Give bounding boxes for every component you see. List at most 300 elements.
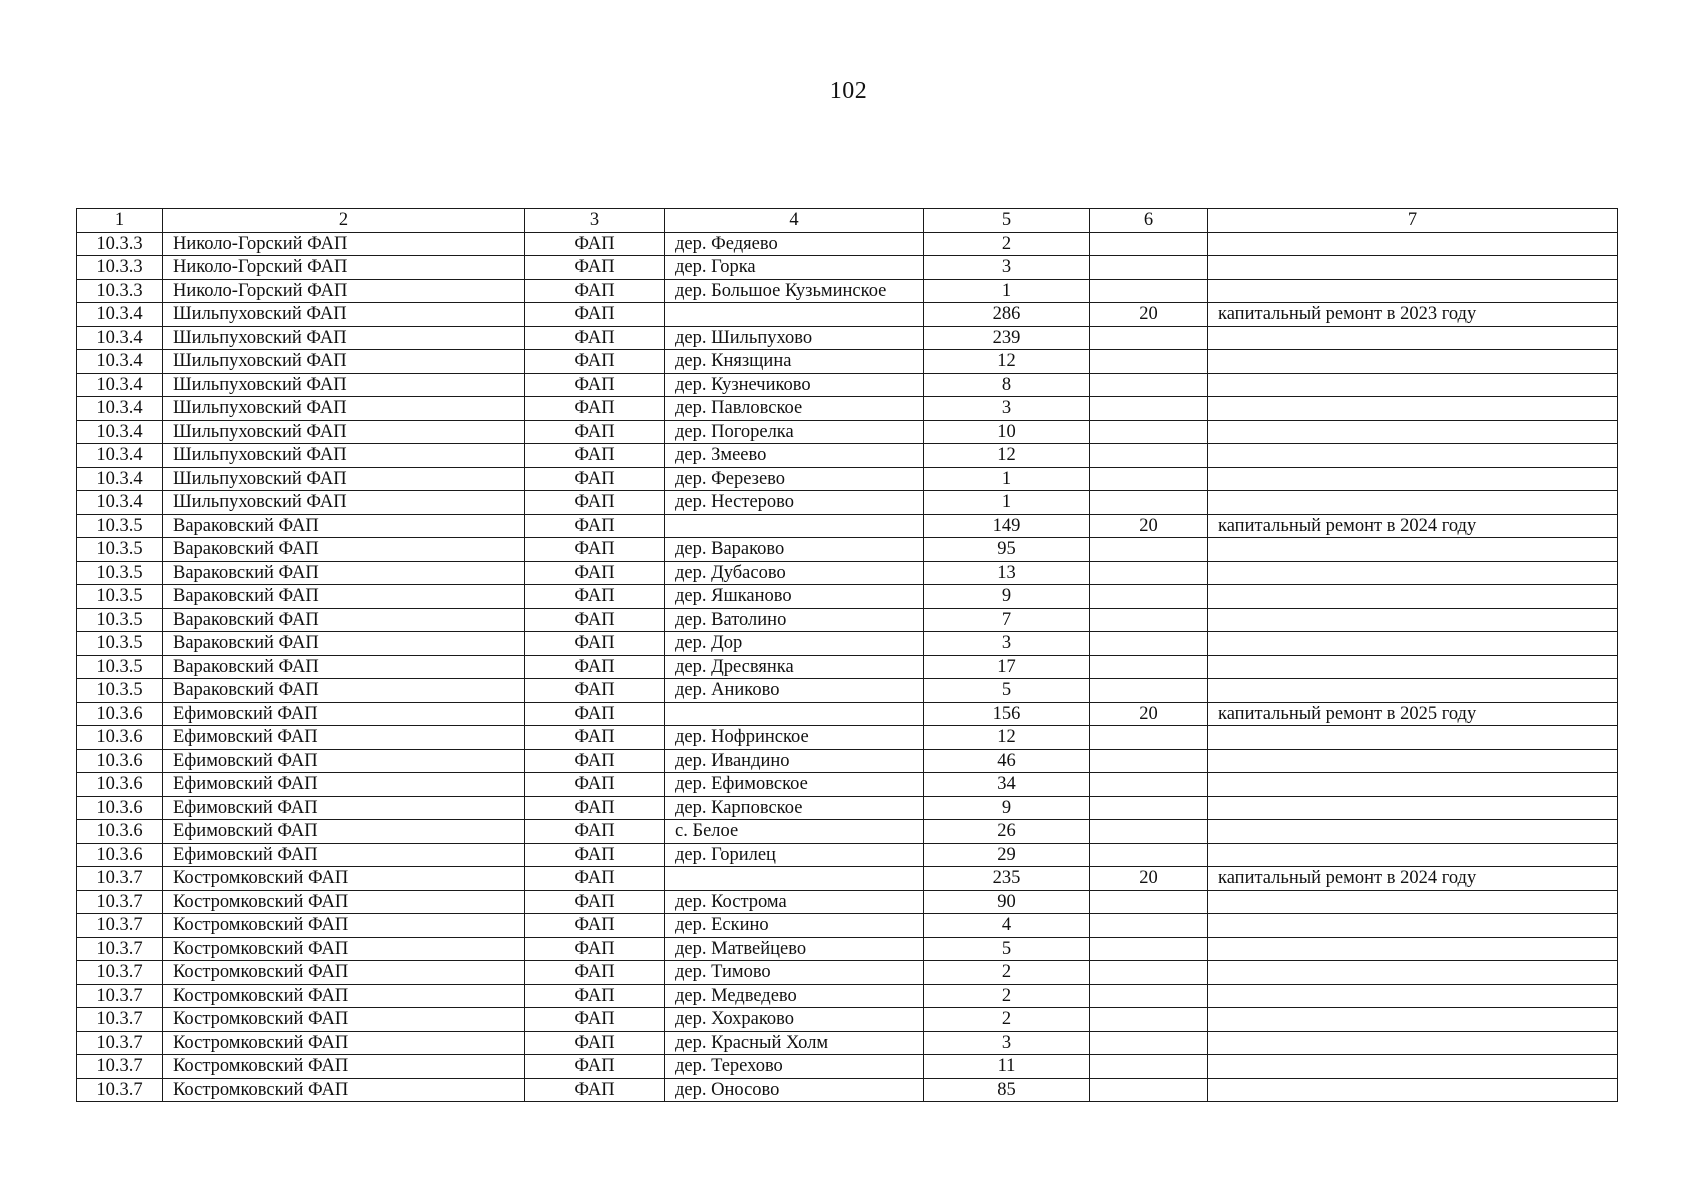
table-row [77, 444, 1618, 468]
cell-settlement: дер. Ефимовское [665, 773, 924, 797]
cell-note [1208, 608, 1618, 632]
cell-population: 2 [924, 984, 1090, 1008]
cell-code: 10.3.4 [77, 397, 163, 421]
cell-population: 5 [924, 679, 1090, 703]
cell-code: 10.3.5 [77, 655, 163, 679]
cell-facility-type: ФАП [525, 679, 665, 703]
page-number: 102 [829, 78, 868, 104]
cell-population: 3 [924, 1031, 1090, 1055]
cell-value [1090, 538, 1208, 562]
cell-facility-name: Шильпуховский ФАП [163, 491, 525, 515]
cell-code: 10.3.6 [77, 796, 163, 820]
cell-population: 5 [924, 937, 1090, 961]
cell-settlement: дер. Ескино [665, 914, 924, 938]
table-row [77, 1078, 1618, 1102]
cell-code: 10.3.5 [77, 514, 163, 538]
cell-facility-name: Шильпуховский ФАП [163, 420, 525, 444]
cell-population: 1 [924, 491, 1090, 515]
column-number: 5 [924, 209, 1090, 233]
cell-code: 10.3.5 [77, 538, 163, 562]
cell-facility-type: ФАП [525, 914, 665, 938]
cell-note [1208, 843, 1618, 867]
cell-note [1208, 491, 1618, 515]
cell-facility-name: Шильпуховский ФАП [163, 350, 525, 374]
cell-facility-type: ФАП [525, 397, 665, 421]
cell-value [1090, 726, 1208, 750]
cell-population: 286 [924, 303, 1090, 327]
cell-facility-name: Костромковский ФАП [163, 961, 525, 985]
cell-population: 8 [924, 373, 1090, 397]
cell-facility-type: ФАП [525, 726, 665, 750]
cell-population: 4 [924, 914, 1090, 938]
cell-population: 10 [924, 420, 1090, 444]
cell-code: 10.3.4 [77, 373, 163, 397]
cell-facility-type: ФАП [525, 279, 665, 303]
cell-facility-type: ФАП [525, 420, 665, 444]
cell-note [1208, 1008, 1618, 1032]
cell-settlement: дер. Ивандино [665, 749, 924, 773]
table-row [77, 514, 1618, 538]
cell-facility-type: ФАП [525, 514, 665, 538]
cell-settlement: дер. Дресвянка [665, 655, 924, 679]
cell-facility-name: Николо-Горский ФАП [163, 279, 525, 303]
table-row [77, 256, 1618, 280]
cell-population: 2 [924, 961, 1090, 985]
cell-settlement: дер. Змеево [665, 444, 924, 468]
cell-code: 10.3.7 [77, 1031, 163, 1055]
table-row [77, 820, 1618, 844]
cell-value [1090, 397, 1208, 421]
cell-facility-name: Вараковский ФАП [163, 538, 525, 562]
cell-note [1208, 256, 1618, 280]
cell-value [1090, 914, 1208, 938]
cell-note: капитальный ремонт в 2024 году [1208, 514, 1618, 538]
cell-facility-type: ФАП [525, 256, 665, 280]
cell-value [1090, 961, 1208, 985]
column-number: 7 [1208, 209, 1618, 233]
cell-facility-name: Костромковский ФАП [163, 1008, 525, 1032]
table-row [77, 491, 1618, 515]
column-number: 3 [525, 209, 665, 233]
cell-facility-type: ФАП [525, 1078, 665, 1102]
cell-facility-type: ФАП [525, 773, 665, 797]
cell-note [1208, 538, 1618, 562]
cell-settlement: дер. Яшканово [665, 585, 924, 609]
cell-value: 20 [1090, 303, 1208, 327]
cell-facility-name: Ефимовский ФАП [163, 820, 525, 844]
cell-settlement [665, 514, 924, 538]
cell-value [1090, 420, 1208, 444]
cell-note [1208, 749, 1618, 773]
cell-code: 10.3.6 [77, 820, 163, 844]
cell-note [1208, 467, 1618, 491]
cell-value [1090, 373, 1208, 397]
cell-note [1208, 420, 1618, 444]
cell-facility-name: Шильпуховский ФАП [163, 467, 525, 491]
cell-population: 26 [924, 820, 1090, 844]
cell-facility-name: Ефимовский ФАП [163, 796, 525, 820]
cell-settlement: дер. Нофринское [665, 726, 924, 750]
table-row [77, 397, 1618, 421]
cell-facility-type: ФАП [525, 1055, 665, 1079]
cell-population: 7 [924, 608, 1090, 632]
cell-facility-name: Николо-Горский ФАП [163, 256, 525, 280]
table-row [77, 702, 1618, 726]
cell-population: 2 [924, 232, 1090, 256]
cell-value: 20 [1090, 702, 1208, 726]
cell-note [1208, 937, 1618, 961]
table-row [77, 350, 1618, 374]
cell-note: капитальный ремонт в 2025 году [1208, 702, 1618, 726]
cell-facility-type: ФАП [525, 326, 665, 350]
cell-facility-name: Шильпуховский ФАП [163, 326, 525, 350]
cell-code: 10.3.7 [77, 867, 163, 891]
cell-value [1090, 608, 1208, 632]
cell-facility-type: ФАП [525, 1031, 665, 1055]
column-number: 2 [163, 209, 525, 233]
cell-facility-name: Костромковский ФАП [163, 1031, 525, 1055]
cell-population: 17 [924, 655, 1090, 679]
cell-settlement: дер. Погорелка [665, 420, 924, 444]
cell-code: 10.3.7 [77, 890, 163, 914]
cell-value [1090, 679, 1208, 703]
cell-facility-type: ФАП [525, 561, 665, 585]
cell-facility-name: Костромковский ФАП [163, 984, 525, 1008]
cell-facility-name: Ефимовский ФАП [163, 702, 525, 726]
cell-population: 3 [924, 632, 1090, 656]
table-row [77, 937, 1618, 961]
cell-note: капитальный ремонт в 2024 году [1208, 867, 1618, 891]
table-row [77, 279, 1618, 303]
table-row [77, 561, 1618, 585]
cell-code: 10.3.5 [77, 561, 163, 585]
cell-code: 10.3.6 [77, 749, 163, 773]
cell-value [1090, 491, 1208, 515]
cell-population: 85 [924, 1078, 1090, 1102]
cell-facility-type: ФАП [525, 538, 665, 562]
cell-value [1090, 279, 1208, 303]
cell-code: 10.3.7 [77, 1008, 163, 1032]
table-row [77, 1055, 1618, 1079]
cell-code: 10.3.4 [77, 303, 163, 327]
cell-facility-type: ФАП [525, 1008, 665, 1032]
cell-note [1208, 326, 1618, 350]
cell-settlement: дер. Красный Холм [665, 1031, 924, 1055]
cell-note [1208, 350, 1618, 374]
column-number: 4 [665, 209, 924, 233]
cell-facility-name: Костромковский ФАП [163, 867, 525, 891]
cell-facility-name: Ефимовский ФАП [163, 749, 525, 773]
cell-code: 10.3.5 [77, 632, 163, 656]
cell-facility-name: Костромковский ФАП [163, 914, 525, 938]
cell-settlement: дер. Ферезево [665, 467, 924, 491]
cell-value [1090, 890, 1208, 914]
cell-facility-name: Шильпуховский ФАП [163, 373, 525, 397]
table-row [77, 232, 1618, 256]
cell-value [1090, 937, 1208, 961]
cell-population: 9 [924, 585, 1090, 609]
cell-value [1090, 843, 1208, 867]
cell-settlement: дер. Ватолино [665, 608, 924, 632]
table-row [77, 679, 1618, 703]
cell-settlement: дер. Карповское [665, 796, 924, 820]
cell-facility-name: Вараковский ФАП [163, 561, 525, 585]
cell-code: 10.3.3 [77, 279, 163, 303]
table-row [77, 467, 1618, 491]
cell-facility-type: ФАП [525, 608, 665, 632]
cell-facility-name: Ефимовский ФАП [163, 843, 525, 867]
cell-code: 10.3.6 [77, 843, 163, 867]
cell-note [1208, 961, 1618, 985]
column-number: 6 [1090, 209, 1208, 233]
cell-population: 34 [924, 773, 1090, 797]
cell-facility-name: Костромковский ФАП [163, 1078, 525, 1102]
cell-facility-name: Вараковский ФАП [163, 632, 525, 656]
cell-settlement: дер. Шильпухово [665, 326, 924, 350]
cell-code: 10.3.5 [77, 679, 163, 703]
cell-note [1208, 796, 1618, 820]
cell-facility-name: Костромковский ФАП [163, 890, 525, 914]
cell-population: 1 [924, 279, 1090, 303]
cell-value [1090, 984, 1208, 1008]
cell-facility-type: ФАП [525, 350, 665, 374]
cell-population: 3 [924, 256, 1090, 280]
cell-settlement: дер. Кострома [665, 890, 924, 914]
cell-note [1208, 561, 1618, 585]
cell-population: 156 [924, 702, 1090, 726]
cell-note [1208, 444, 1618, 468]
cell-value [1090, 350, 1208, 374]
cell-code: 10.3.4 [77, 444, 163, 468]
cell-population: 239 [924, 326, 1090, 350]
cell-facility-name: Вараковский ФАП [163, 679, 525, 703]
cell-facility-name: Ефимовский ФАП [163, 773, 525, 797]
cell-code: 10.3.4 [77, 467, 163, 491]
table-row [77, 585, 1618, 609]
cell-population: 9 [924, 796, 1090, 820]
table-row [77, 655, 1618, 679]
cell-value [1090, 820, 1208, 844]
cell-facility-type: ФАП [525, 961, 665, 985]
cell-settlement: дер. Кузнечиково [665, 373, 924, 397]
cell-code: 10.3.7 [77, 984, 163, 1008]
cell-value [1090, 585, 1208, 609]
cell-population: 149 [924, 514, 1090, 538]
cell-note [1208, 373, 1618, 397]
cell-population: 46 [924, 749, 1090, 773]
cell-population: 13 [924, 561, 1090, 585]
table-row [77, 890, 1618, 914]
cell-settlement [665, 702, 924, 726]
cell-note [1208, 279, 1618, 303]
table-row [77, 796, 1618, 820]
cell-value: 20 [1090, 514, 1208, 538]
cell-code: 10.3.7 [77, 914, 163, 938]
cell-facility-name: Костромковский ФАП [163, 937, 525, 961]
cell-note [1208, 397, 1618, 421]
table-row [77, 420, 1618, 444]
cell-settlement: дер. Тимово [665, 961, 924, 985]
cell-code: 10.3.3 [77, 232, 163, 256]
cell-value [1090, 444, 1208, 468]
cell-facility-name: Николо-Горский ФАП [163, 232, 525, 256]
column-number: 1 [77, 209, 163, 233]
cell-note [1208, 1055, 1618, 1079]
cell-note [1208, 820, 1618, 844]
facilities-table [76, 208, 1618, 1102]
table-row [77, 538, 1618, 562]
cell-facility-type: ФАП [525, 373, 665, 397]
cell-settlement: дер. Вараково [665, 538, 924, 562]
cell-note [1208, 632, 1618, 656]
cell-facility-name: Шильпуховский ФАП [163, 397, 525, 421]
cell-settlement: дер. Горка [665, 256, 924, 280]
cell-note [1208, 679, 1618, 703]
cell-facility-type: ФАП [525, 796, 665, 820]
cell-facility-name: Вараковский ФАП [163, 585, 525, 609]
cell-settlement: дер. Аниково [665, 679, 924, 703]
cell-value [1090, 1078, 1208, 1102]
cell-settlement: дер. Нестерово [665, 491, 924, 515]
cell-value [1090, 749, 1208, 773]
cell-note [1208, 984, 1618, 1008]
cell-facility-type: ФАП [525, 655, 665, 679]
cell-facility-name: Ефимовский ФАП [163, 726, 525, 750]
table-row [77, 961, 1618, 985]
cell-facility-name: Вараковский ФАП [163, 514, 525, 538]
cell-note [1208, 232, 1618, 256]
cell-value [1090, 796, 1208, 820]
cell-code: 10.3.4 [77, 350, 163, 374]
cell-value [1090, 1031, 1208, 1055]
cell-facility-type: ФАП [525, 867, 665, 891]
cell-note [1208, 585, 1618, 609]
table-row [77, 726, 1618, 750]
cell-code: 10.3.6 [77, 726, 163, 750]
cell-settlement: дер. Федяево [665, 232, 924, 256]
cell-facility-type: ФАП [525, 632, 665, 656]
table-row [77, 373, 1618, 397]
cell-facility-type: ФАП [525, 303, 665, 327]
cell-value [1090, 1008, 1208, 1032]
cell-facility-name: Шильпуховский ФАП [163, 303, 525, 327]
table-row [77, 867, 1618, 891]
cell-value [1090, 632, 1208, 656]
table-row [77, 608, 1618, 632]
cell-facility-type: ФАП [525, 444, 665, 468]
cell-note [1208, 726, 1618, 750]
cell-note [1208, 1031, 1618, 1055]
cell-code: 10.3.7 [77, 961, 163, 985]
cell-population: 1 [924, 467, 1090, 491]
cell-population: 95 [924, 538, 1090, 562]
cell-facility-type: ФАП [525, 984, 665, 1008]
table-row [77, 773, 1618, 797]
table-row [77, 914, 1618, 938]
cell-settlement: дер. Оносово [665, 1078, 924, 1102]
cell-code: 10.3.6 [77, 773, 163, 797]
cell-value [1090, 773, 1208, 797]
cell-value [1090, 467, 1208, 491]
cell-facility-type: ФАП [525, 937, 665, 961]
cell-value [1090, 326, 1208, 350]
cell-population: 11 [924, 1055, 1090, 1079]
cell-settlement: дер. Терехово [665, 1055, 924, 1079]
table-row [77, 843, 1618, 867]
cell-facility-name: Шильпуховский ФАП [163, 444, 525, 468]
table-row [77, 749, 1618, 773]
cell-facility-type: ФАП [525, 890, 665, 914]
cell-facility-type: ФАП [525, 820, 665, 844]
cell-facility-type: ФАП [525, 467, 665, 491]
cell-facility-name: Костромковский ФАП [163, 1055, 525, 1079]
cell-value [1090, 1055, 1208, 1079]
cell-facility-type: ФАП [525, 585, 665, 609]
cell-population: 12 [924, 350, 1090, 374]
cell-settlement: дер. Дор [665, 632, 924, 656]
cell-value [1090, 561, 1208, 585]
cell-population: 12 [924, 444, 1090, 468]
cell-settlement: дер. Князщина [665, 350, 924, 374]
cell-settlement: дер. Павловское [665, 397, 924, 421]
cell-code: 10.3.5 [77, 608, 163, 632]
cell-settlement: с. Белое [665, 820, 924, 844]
table-row [77, 326, 1618, 350]
table-row [77, 1008, 1618, 1032]
cell-facility-type: ФАП [525, 749, 665, 773]
cell-code: 10.3.4 [77, 420, 163, 444]
cell-code: 10.3.7 [77, 937, 163, 961]
cell-population: 90 [924, 890, 1090, 914]
table-row [77, 1031, 1618, 1055]
cell-facility-type: ФАП [525, 702, 665, 726]
cell-population: 12 [924, 726, 1090, 750]
table-body [77, 232, 1618, 1102]
cell-population: 2 [924, 1008, 1090, 1032]
cell-note: капитальный ремонт в 2023 году [1208, 303, 1618, 327]
table-row [77, 303, 1618, 327]
cell-settlement: дер. Матвейцево [665, 937, 924, 961]
cell-code: 10.3.6 [77, 702, 163, 726]
cell-code: 10.3.4 [77, 491, 163, 515]
cell-note [1208, 890, 1618, 914]
table-row [77, 984, 1618, 1008]
cell-code: 10.3.3 [77, 256, 163, 280]
cell-facility-type: ФАП [525, 232, 665, 256]
cell-value [1090, 256, 1208, 280]
cell-facility-name: Вараковский ФАП [163, 608, 525, 632]
cell-code: 10.3.7 [77, 1078, 163, 1102]
cell-population: 3 [924, 397, 1090, 421]
cell-population: 29 [924, 843, 1090, 867]
column-number-row [77, 209, 1618, 233]
cell-settlement: дер. Дубасово [665, 561, 924, 585]
cell-settlement: дер. Большое Кузьминское [665, 279, 924, 303]
cell-code: 10.3.4 [77, 326, 163, 350]
cell-settlement [665, 303, 924, 327]
cell-code: 10.3.7 [77, 1055, 163, 1079]
cell-population: 235 [924, 867, 1090, 891]
cell-value [1090, 232, 1208, 256]
table-row [77, 632, 1618, 656]
cell-facility-type: ФАП [525, 843, 665, 867]
cell-note [1208, 773, 1618, 797]
cell-settlement [665, 867, 924, 891]
cell-facility-name: Вараковский ФАП [163, 655, 525, 679]
cell-settlement: дер. Хохраково [665, 1008, 924, 1032]
cell-value [1090, 655, 1208, 679]
cell-settlement: дер. Горилец [665, 843, 924, 867]
